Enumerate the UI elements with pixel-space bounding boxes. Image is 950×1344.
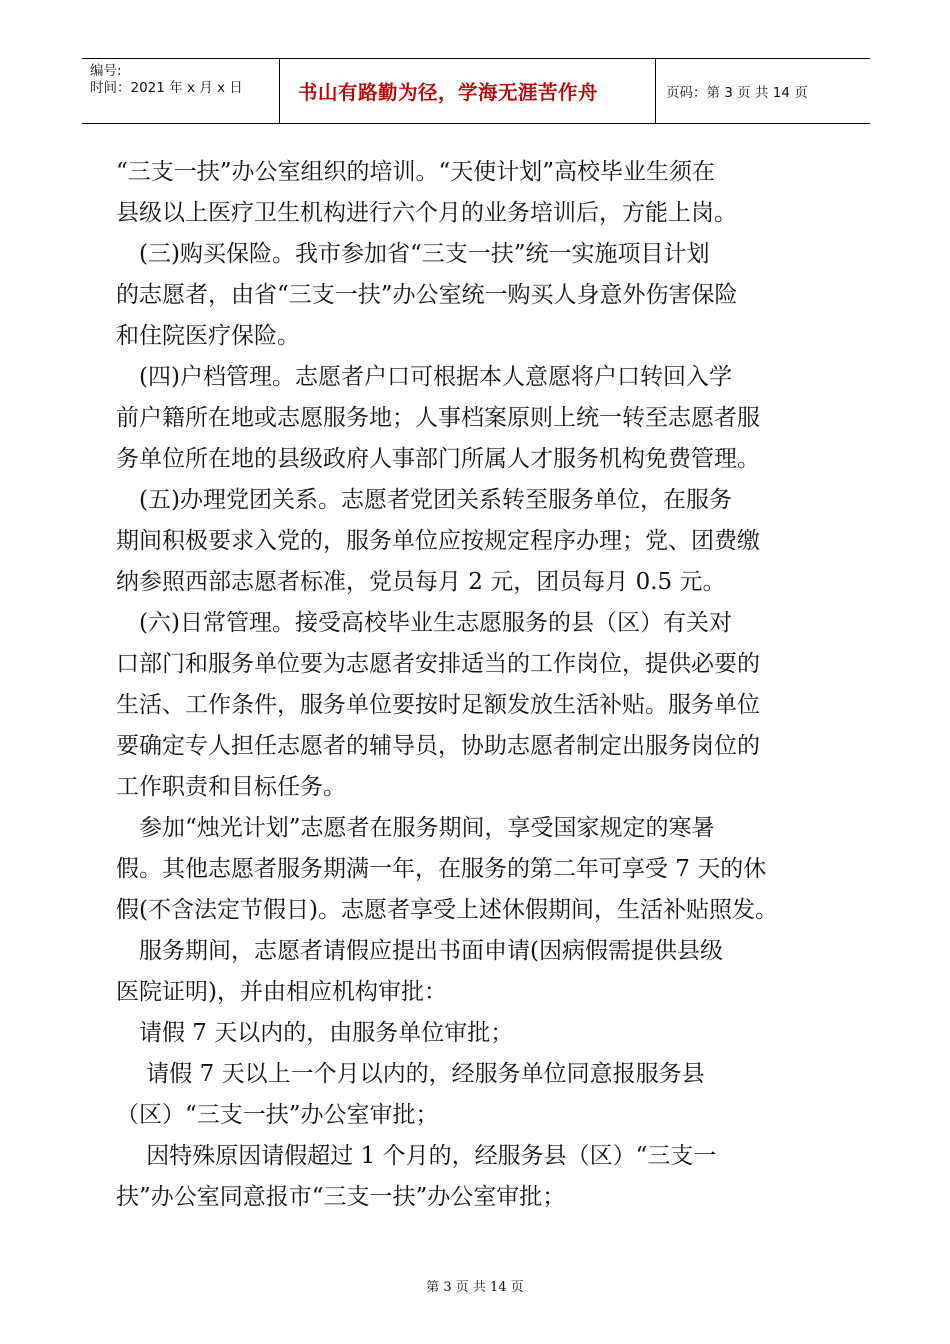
text-line: 县级以上医疗卫生机构进行六个月的业务培训后，方能上岗。 [116,200,737,226]
text-line: 医院证明)，并由相应机构审批： [116,979,447,1005]
text-line: 请假 7 天以内的，由服务单位审批； [116,1020,514,1046]
text-line: 期间积极要求入党的，服务单位应按规定程序办理；党、团费缴 [116,528,760,554]
text-line: （区）“三支一扶”办公室审批； [116,1102,439,1128]
text-line: 因特殊原因请假超过 1 个月的，经服务县（区）“三支一 [116,1143,717,1169]
text-line: “三支一扶”办公室组织的培训。“天使计划”高校毕业生须在 [116,159,716,185]
text-line: 纳参照西部志愿者标准，党员每月 2 元，团员每月 0.5 元。 [116,569,726,595]
text-line: 口部门和服务单位要为志愿者安排适当的工作岗位，提供必要的 [116,651,760,677]
text-line: 请假 7 天以上一个月以内的，经服务单位同意报服务县 [116,1061,705,1087]
number-label: 编号: [90,63,122,79]
text-line: (四)户档管理。志愿者户口可根据本人意愿将户口转回入学 [116,364,732,390]
document-body [116,152,840,1218]
text-line: 参加“烛光计划”志愿者在服务期间，享受国家规定的寒暑 [116,815,715,841]
header-page-info: 页码：第 3 页 共 14 页 [666,85,808,101]
text-line: 的志愿者，由省“三支一扶”办公室统一购买人身意外伤害保险 [116,282,738,308]
document-header [82,58,870,124]
text-line: (五)办理党团关系。志愿者党团关系转至服务单位，在服务 [116,487,732,513]
header-meta-cell [82,59,280,123]
header-motto: 书山有路勤为径，学海无涯苦作舟 [280,59,656,123]
text-line: 务单位所在地的县级政府人事部门所属人才服务机构免费管理。 [116,446,760,472]
page-footer: 第 3 页 共 14 页 [426,1280,524,1295]
text-line: 和住院医疗保险。 [116,323,300,349]
text-line: 生活、工作条件，服务单位要按时足额发放生活补贴。服务单位 [116,692,760,718]
text-line: 前户籍所在地或志愿服务地；人事档案原则上统一转至志愿者服 [116,405,760,431]
text-line: 扶”办公室同意报市“三支一扶”办公室审批； [116,1184,566,1210]
text-line: 假。其他志愿者服务期满一年，在服务的第二年可享受 7 天的休 [116,856,767,882]
text-line: 假(不含法定节假日)。志愿者享受上述休假期间，生活补贴照发。 [116,897,778,923]
text-line: 服务期间，志愿者请假应提出书面申请(因病假需提供县级 [116,938,723,964]
date-label: 时间：2021 年 x 月 x 日 [90,80,243,96]
text-line: (六)日常管理。接受高校毕业生志愿服务的县（区）有关对 [116,610,732,636]
text-line: 要确定专人担任志愿者的辅导员，协助志愿者制定出服务岗位的 [116,733,760,759]
text-line: 工作职责和目标任务。 [116,774,346,800]
text-line: (三)购买保险。我市参加省“三支一扶”统一实施项目计划 [116,241,710,267]
